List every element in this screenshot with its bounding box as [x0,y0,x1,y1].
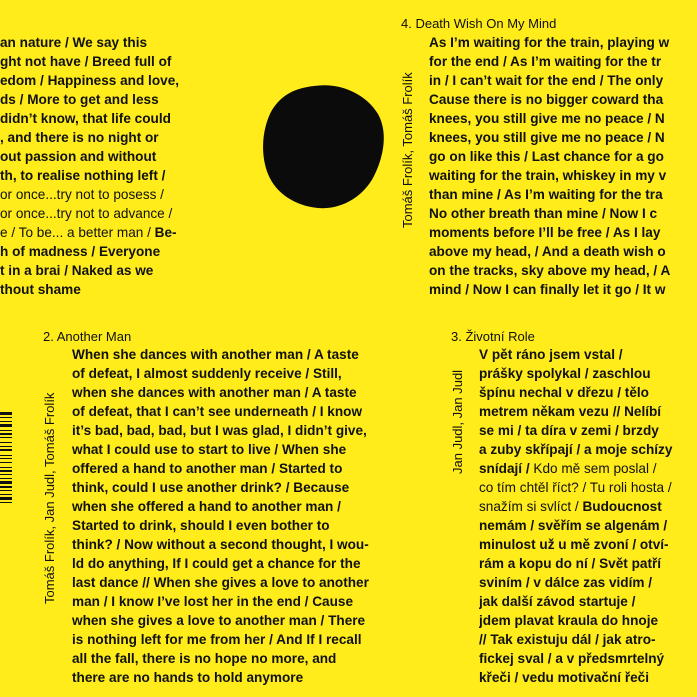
lyric-segment: for the end / As I’m waiting for the tr [429,54,662,69]
lyric-segment: e / To be... a better man / [0,225,155,240]
lyric-segment: fickej sval / a v předsmrtelný [479,651,665,666]
lyric-line [0,242,200,261]
song3-title: 3. Životní Role [451,329,535,344]
lyric-line [479,383,697,402]
lyric-line [429,223,697,242]
lyric-line [72,516,392,535]
lyric-segment: when she dances with another man / A taste [72,385,357,400]
song4-title: 4. Death Wish On My Mind [401,16,557,31]
lyric-segment: th, to realise nothing left / [0,168,166,183]
lyric-segment: edom / Happiness and love, [0,73,180,88]
song2-credit: Tomáš Frolík, Jan Judl, Tomáš Frolík [42,392,57,604]
lyric-segment: jdem plavat kraula do hnoje [479,613,659,628]
lyric-line [429,242,697,261]
lyric-line [0,33,200,52]
lyric-line [72,402,392,421]
barcode-fragment [0,412,12,547]
lyric-segment: // Tak existuju dál / jak atro- [479,632,656,647]
lyric-line [429,52,697,71]
lyric-segment: on the tracks, sky above my head, / A [429,263,671,278]
lyric-segment: metrem někam vezu // Nelíbí [479,404,662,419]
lyric-line [479,478,697,497]
lyric-segment: go on like this / Last chance for a go [429,149,664,164]
lyric-line [479,554,697,573]
lyric-line [72,592,392,611]
lyric-line [72,630,392,649]
lyric-line [429,128,697,147]
song3-lyrics [479,345,697,687]
lyric-segment: thout shame [0,282,81,297]
lyric-segment: when she offered a hand to another man / [72,499,341,514]
lyric-line [0,261,200,280]
lyric-line [0,109,200,128]
lyric-line [0,52,200,71]
lyric-line [0,147,200,166]
lyric-segment: of defeat, I almost suddenly receive / Still, [72,366,342,381]
lyric-segment: nemám / svěřím se algenám / [479,518,668,533]
lyric-segment: in / I can’t wait for the end / The only [429,73,664,88]
lyric-segment: jak další závod startuje / [479,594,636,609]
lyric-line [0,166,200,185]
lyric-line [479,535,697,554]
lyric-line [429,33,697,52]
lyric-line [479,592,697,611]
lyric-segment: snažím si svlíct / [479,499,583,514]
lyric-line [72,554,392,573]
lyric-segment: křeči / vedu motivační řeči [479,670,650,685]
lyric-segment: out passion and without [0,149,157,164]
lyric-segment: think, could I use another drink? / Because [72,480,350,495]
lyric-line [429,204,697,223]
lyric-line [72,649,392,668]
lyric-line [0,280,200,299]
lyric-segment: of defeat, that I can’t see underneath / I know [72,404,363,419]
lyric-line [479,668,697,687]
lyric-line [72,364,392,383]
lyric-segment: Budoucnost [582,499,662,514]
song2-title: 2. Another Man [43,329,132,344]
lyric-line [0,90,200,109]
lyric-line [479,497,697,516]
lyric-line [479,364,697,383]
lyric-line [72,345,392,364]
lyric-segment: špínu nechal v dřezu / tělo [479,385,649,400]
lyric-line [479,440,697,459]
lyric-segment: ght not have / Breed full of [0,54,172,69]
lyric-line [72,459,392,478]
lyric-line [72,440,392,459]
lyric-segment: As I’m waiting for the train, playing w [429,35,670,50]
lyric-line [479,611,697,630]
lyric-segment: what I could use to start to live / When she [72,442,347,457]
lyric-segment: rám a kopu do ní / Svět patří [479,556,662,571]
lyric-line [429,147,697,166]
lyric-segment: man / I know I’ve lost her in the end / Cause [72,594,354,609]
lyric-segment: Be- [154,225,177,240]
lyric-line [429,71,697,90]
lyric-segment: waiting for the train, whiskey in my v [429,168,667,183]
lyric-line [479,649,697,668]
lyric-line [429,109,697,128]
lyric-segment: knees, you still give me no peace / N [429,130,665,145]
lyric-line [429,90,697,109]
lyric-line [72,535,392,554]
lyric-line [72,421,392,440]
lyric-line [0,223,200,242]
lyric-segment: an nature / We say this [0,35,148,50]
lyric-line [479,573,697,592]
song4-credit: Tomáš Frolík, Tomáš Frolík [400,72,415,228]
lyric-segment: or once...try not to advance / [0,206,173,221]
lyric-segment: When she dances with another man / A taste [72,347,359,362]
lyric-segment: Kdo mě sem poslal / [533,461,657,476]
lyric-line [479,459,697,478]
lyric-segment: think? / Now without a second thought, I wou- [72,537,369,552]
lyric-segment: or once...try not to posess / [0,187,164,202]
lyric-line [0,204,200,223]
lyric-segment: sviním / v dálce zas vidím / [479,575,653,590]
lyric-segment: didn’t know, that life could [0,111,171,126]
lyric-segment: V pět ráno jsem vstal / [479,347,623,362]
lyric-line [72,668,392,687]
lyric-line [429,261,697,280]
lyric-segment: all the fall, there is no hope no more, and [72,651,337,666]
lyric-segment: , and there is no night or [0,130,159,145]
lyric-line [72,478,392,497]
ink-blob-decoration [262,84,386,210]
song3-credit: Jan Judl, Jan Judl [450,369,465,474]
song2-lyrics [72,345,392,687]
lyric-segment: prášky spolykal / zaschlou [479,366,651,381]
lyric-line [72,611,392,630]
lyric-segment: than mine / As I’m waiting for the tra [429,187,663,202]
lyric-segment: ld do anything, If I could get a chance for the [72,556,361,571]
lyric-segment: t in a brai / Naked as we [0,263,154,278]
lyric-line [0,128,200,147]
lyric-line [429,280,697,299]
lyric-line [479,516,697,535]
lyric-segment: is nothing left for me from her / And If I recall [72,632,362,647]
lyric-segment: mind / Now I can finally let it go / It w [429,282,666,297]
song1-lyrics [0,33,200,299]
lyric-segment: offered a hand to another man / Started to [72,461,343,476]
lyric-line [72,573,392,592]
lyric-line [479,421,697,440]
song4-lyrics [429,33,697,299]
lyric-segment: when she gives a love to another man / There [72,613,366,628]
lyric-line [479,345,697,364]
lyric-line [429,166,697,185]
lyric-segment: Started to drink, should I even bother to [72,518,330,533]
lyric-segment: there are no hands to hold anymore [72,670,304,685]
lyric-segment: Cause there is no bigger coward tha [429,92,664,107]
lyric-line [429,185,697,204]
lyric-segment: No other breath than mine / Now I c [429,206,658,221]
lyric-segment: ds / More to get and less [0,92,159,107]
lyric-segment: co tím chtěl říct? / Tu roli hosta / [479,480,672,495]
lyric-line [479,630,697,649]
lyric-line [479,402,697,421]
lyric-segment: knees, you still give me no peace / N [429,111,665,126]
lyric-segment: minulost už u mě zvoní / otví- [479,537,669,552]
lyric-line [0,71,200,90]
lyric-segment: a zuby skřípají / a moje schízy [479,442,673,457]
lyric-segment: snídají / [479,461,534,476]
lyric-segment: it’s bad, bad, bad, but I was glad, I didn’t give, [72,423,367,438]
lyric-line [0,185,200,204]
lyric-segment: h of madness / Everyone [0,244,161,259]
lyric-segment: se mi / ta díra v zemi / brzdy [479,423,659,438]
lyric-line [72,383,392,402]
lyric-segment: last dance // When she gives a love to another [72,575,369,590]
lyric-segment: moments before I’ll be free / As I lay [429,225,661,240]
lyric-line [72,497,392,516]
lyric-segment: above my head, / And a death wish o [429,244,666,259]
